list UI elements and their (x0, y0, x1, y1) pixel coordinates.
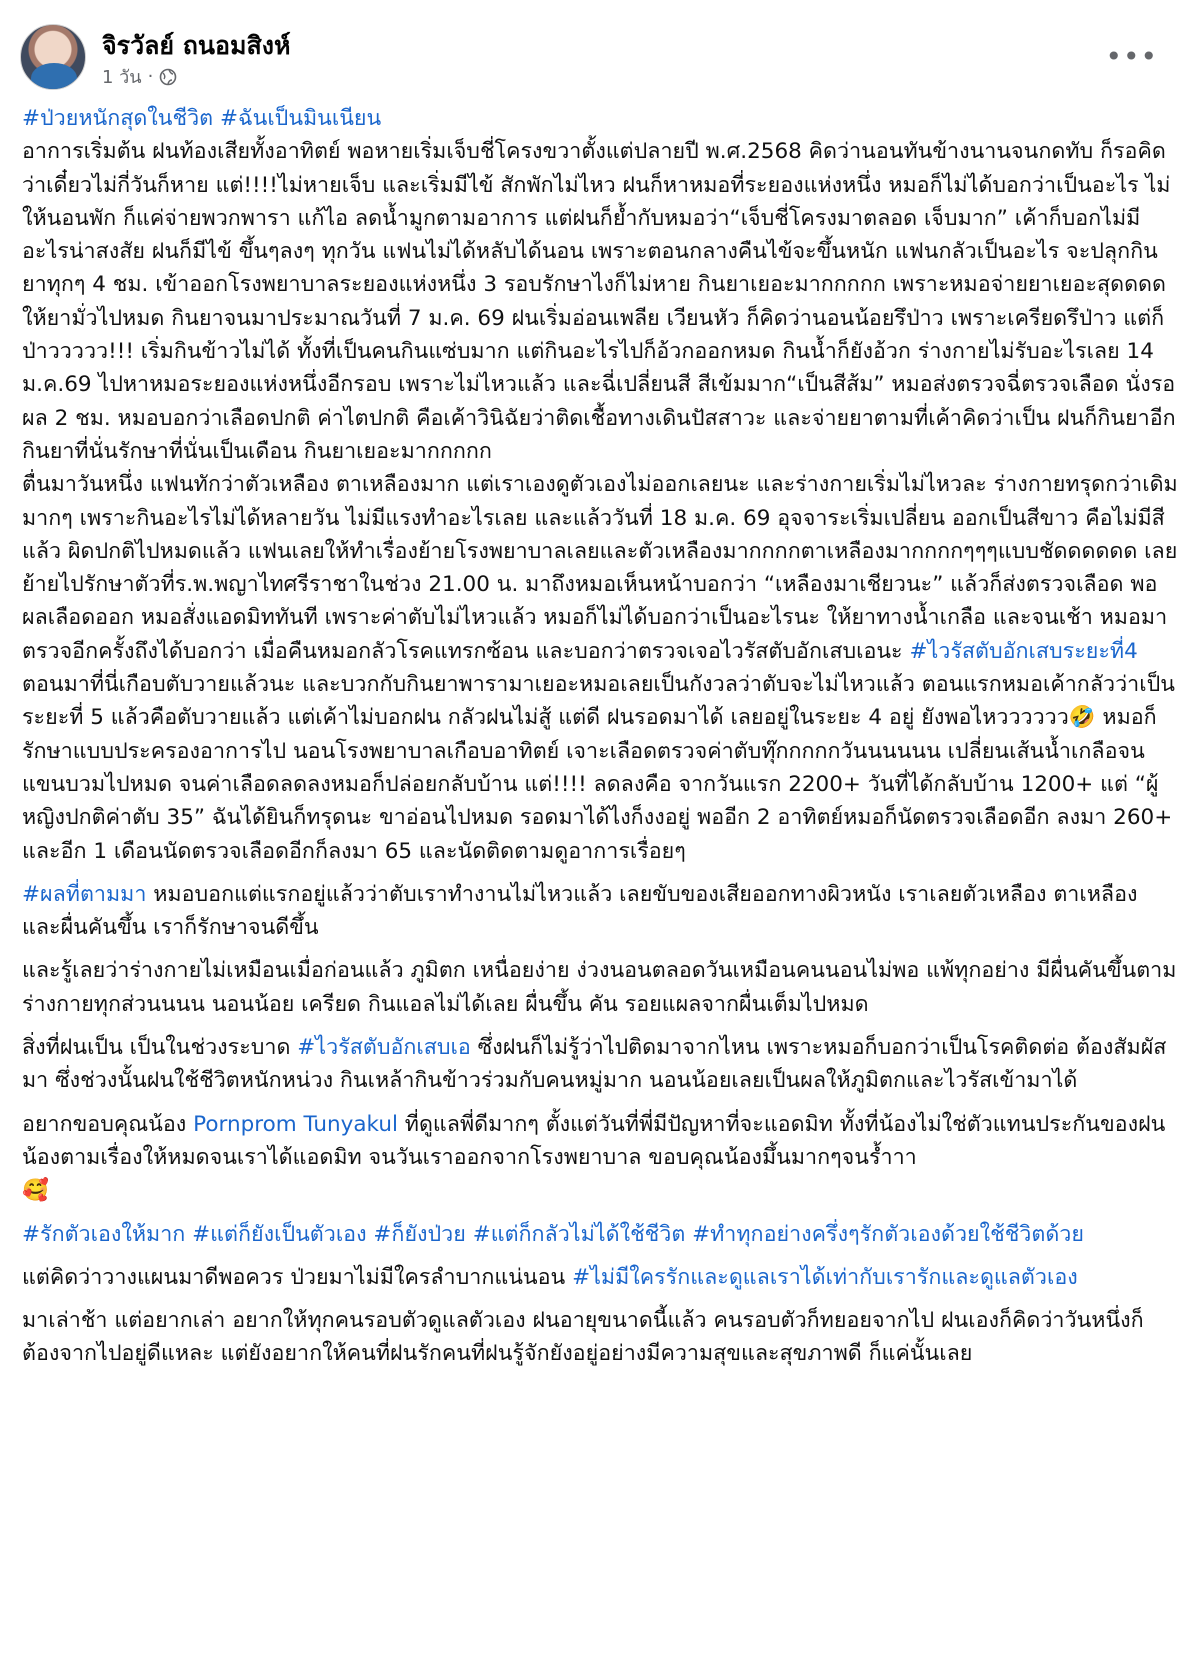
author-name[interactable]: จิรวัลย์ ถนอมสิงห์ (102, 31, 291, 60)
paragraph-7 (22, 1261, 1178, 1294)
hashtag-link[interactable]: #ป่วยหนักสุดในชีวิต #ฉันเป็นมินเนียน (22, 106, 382, 131)
hashtag-link[interactable]: #รักตัวเองให้มาก #แต่ก็ยังเป็นตัวเอง #ก็ยังป่วย #แต่ก็กลัวไม่ได้ใช้ชีวิต #ทำทุกอย่างครึ่งๆรักตัวเองด้วยใช้ชีวิตด้วย (22, 1221, 1084, 1247)
hashtag-link[interactable]: #ไวรัสตับอักเสบระยะที่4 (909, 638, 1138, 664)
hashtag-link[interactable]: #ผลที่ตามมา (22, 881, 147, 907)
post-text: ที่ดูแลพี่ดีมากๆ ตั้งแต่วันที่พี่มีปัญหาที่จะแอดมิท ทั้งที่น้องไม่ใช่ตัวแทนประกันของฝน น้องตามเรื่องให้หมดจนเราได้แอดมิท จนวันเราออกจากโรงพยาบาล ขอบคุณน้องมึ้นมากๆจนร้ำาา (22, 1111, 1166, 1170)
avatar[interactable] (20, 24, 86, 90)
paragraph-8 (22, 1304, 1178, 1371)
post-body (22, 102, 1178, 1371)
post-text: แต่คิดว่าวางแผนมาดีพอควร ป่วยมาไม่มีใครลำบากแน่นอน (22, 1264, 573, 1290)
post-text: อยากขอบคุณน้อง (22, 1111, 194, 1137)
post-text: มาเล่าช้า แต่อยากเล่า อยากให้ทุกคนรอบตัวดูแลตัวเอง ฝนอายุขนาดนี้แล้ว คนรอบตัวก็ทยอยจากไป ฝนเองก็คิดว่าวันหนึ่งก็ต้องจากไปอยู่ดีแหละ แต่ยังอยากให้คนที่ฝนรักคนที่ฝนรู้จักยังอยู่อย่างมีความสุขและสุขภาพดี ก็แค่นั้นเลย (22, 1308, 1144, 1367)
paragraph-4 (22, 1031, 1178, 1098)
post-text: สิ่งที่ฝนเป็น เป็นในช่วงระบาด (22, 1035, 298, 1061)
timestamp[interactable]: 1 วัน (102, 67, 142, 88)
post-text: อาการเริ่มต้น ฝนท้องเสียทั้งอาทิตย์ พอหายเริ่มเจ็บชี่โครงขวาตั้งแต่ปลายปี พ.ศ.2568 คิดว่านอนทันข้างนานจนกดทับ ก็รอคิดว่าเดี๋ยวไม่กี่วันก็หาย แต่!!!!ไม่หายเจ็บ และเริ่มมีไข้ สักพักไม่ไหว ฝนก็หาหมอที่ระยองแห่งหนึ่ง หมอก็ไม่ได้บอกว่าเป็นอะไร ไม่ให้นอนพัก ก็แค่จ่ายพวกพารา แก้ไอ ลดน้ำมูกตามอาการ แต่ฝนก็ย้ำกับหมอว่า“เจ็บชี่โครงมาตลอด เจ็บมาก” เค้าก็บอกไม่มีอะไรน่าสงสัย ฝนก็มีไข้ ขึ้นๆลงๆ ทุกวัน แฟนไม่ได้หลับได้นอน เพราะตอนกลางคืนไข้จะขึ้นหนัก แฟนกลัวเป็นอะไร จะปลุกกินยาทุกๆ 4 ชม. เข้าออกโรงพยาบาลระยองแห่งหนึ่ง 3 รอบรักษาไงก็ไม่หาย กินยาเยอะมากกกกก เพราะหมอจ่ายยาเยอะสุดดดด ให้ยามั่วไปหมด กินยาจนมาประมาณวันที่ 7 ม.ค. 69 ฝนเริ่มอ่อนเพลีย เวียนหัว ก็คิดว่านอนน้อยรึป่าว เพราะเครียดรึป่าว แต่ก็ป่าววววว!!! เริ่มกินข้าวไม่ได้ ทั้งที่เป็นคนกินแซ่บมาก แต่กินอะไรไปก็อ้วกออกหมด กินน้ำก็ยังอ้วก ร่างกายไม่รับอะไรเลย 14 ม.ค.69 ไปหาหมอระยองแห่งหนึ่งอีกรอบ เพราะไม่ไหวแล้ว และฉี่เปลี่ยนสี สีเข้มมาก“เป็นสีส้ม” หมอส่งตรวจฉี่ตรวจเลือด นั่งรอผล 2 ชม. หมอบอกว่าเลือดปกติ ค่าไตปกติ คือเค้าวินิฉัยว่าติดเชื้อทางเดินปัสสาวะ และจ่ายยาตามที่เค้าคิดว่าเป็น ฝนก็กินยาอีก กินยาที่นั่นรักษาที่นั่นเป็นเดือน กินยาเยอะมากกกกก (22, 139, 1176, 464)
paragraph-2 (22, 878, 1178, 945)
post-text: หมอบอกแต่แรกอยู่แล้วว่าตับเราทำงานไม่ไหวแล้ว เลยขับของเสียออกทางผิวหนัง เราเลยตัวเหลือง ตาเหลือง และผื่นคันขึ้น เราก็รักษาจนดีขึ้น (22, 881, 1138, 941)
post-text: 🥰 (22, 1178, 49, 1204)
post-meta (102, 62, 177, 91)
post-text: และรู้เลยว่าร่างกายไม่เหมือนเมื่อก่อนแล้ว ภูมิตก เหนื่อยง่าย ง่วงนอนตลอดวันเหมือนคนนอนไม่พอ แพ้ทุกอย่าง มีผื่นคันขึ้นตามร่างกายทุกส่วนนนน นอนน้อย เครียด กินแอลไม่ได้เลย ผื่นขึ้น คัน รอยแผลจากผื่นเต็มไปหมด (22, 958, 1177, 1017)
post-text: ซึ่งฝนก็ไม่รู้ว่าไปติดมาจากไหน เพราะหมอก็บอกว่าเป็นโรคติดต่อ ต้องสัมผัสมา ซึ่งช่วงนั้นฝนใช้ชีวิตหนักหน่วง กินเหล้ากินข้าวร่วมกับคนหมู่มาก นอนน้อยเลยเป็นผลให้ภูมิตกและไวรัสเข้ามาได้ (22, 1035, 1167, 1094)
meta-separator: · (147, 66, 154, 87)
post-header (20, 24, 1180, 94)
post-text: ตื่นมาวันหนึ่ง แฟนทักว่าตัวเหลือง ตาเหลืองมาก แต่เราเองดูตัวเองไม่ออกเลยนะ และร่างกายเริ่มไม่ไหวละ ร่างกายทรุดกว่าเดิมมากๆ เพราะกินอะไรไม่ได้หลายวัน ไม่มีแรงทำอะไรเลย และแล้ววันที่ 18 ม.ค. 69 อุจจาระเริ่มเปลี่ยน ออกเป็นสีขาว คือไม่มีสีแล้ว ผิดปกติไปหมดแล้ว แฟนเลยให้ทำเรื่องย้ายโรงพยาบาลเลยและตัวเหลืองมากกกกตาเหลืองมากกกกๆๆๆแบบชัดดดดดด เลยย้ายไปรักษาตัวที่ร.พ.พญาไทศรีราชาในช่วง 21.00 น. มาถึงหมอเห็นหน้าบอกว่า “เหลืองมาเชียวนะ” แล้วก็ส่งตรวจเลือด พอผลเลือดออก หมอสั่งแอดมิททันที เพราะค่าตับไม่ไหวแล้ว หมอก็ไม่ได้บอกว่าเป็นอะไรนะ ให้ยาทางน้ำเกลือ และจนเช้า หมอมาตรวจอีกครั้งถึงได้บอกว่า เมื่อคืนหมอกลัวโรคแทรกซ้อน และบอกว่าตรวจเจอไวรัสตับอักเสบเอนะ (22, 472, 1178, 664)
paragraph-3 (22, 954, 1178, 1021)
globe-icon[interactable] (159, 68, 177, 86)
more-options-icon[interactable]: ••• (1105, 40, 1158, 73)
paragraph-1 (22, 102, 1178, 868)
paragraph-5 (22, 1108, 1178, 1208)
mention-link[interactable]: Pornprom Tunyakul (193, 1111, 398, 1137)
paragraph-6 (22, 1218, 1178, 1251)
hashtag-link[interactable]: #ไวรัสตับอักเสบเอ (297, 1035, 471, 1061)
post-text: ตอนมาที่นี่เกือบตับวายแล้วนะ และบวกกับกินยาพารามาเยอะหมอเลยเป็นกังวลว่าตับจะไม่ไหวแล้ว ตอนแรกหมอเค้ากลัวว่าเป็นระยะที่ 5 แล้วคือตับวายแล้ว แต่เค้าไม่บอกฝน กลัวฝนไม่สู้ แต่ดี ฝนรอดมาได้ เลยอยู่ในระยะ 4 อยู่ ยังพอไหวววววว🤣 หมอก็รักษาแบบประครองอาการไป นอนโรงพยาบาลเกือบอาทิตย์ เจาะเลือดตรวจค่าตับทุ๊กกกกกวันนนนนน เปลี่ยนเส้นน้ำเกลือจนแขนบวมไปหมด จนค่าเลือดลดลงหมอก็ปล่อยกลับบ้าน แต่!!!! ลดลงคือ จากวันแรก 2200+ วันที่ได้กลับบ้าน 1200+ แต่ “ผู้หญิงปกติค่าตับ 35” ฉันได้ยินก็ทรุดนะ ขาอ่อนไปหมด รอดมาได้ไงก็งงอยู่ พออีก 2 อาทิตย์หมอก็นัดตรวจเลือดอีก ลงมา 260+ และอีก 1 เดือนนัดตรวจเลือดอีกก็ลงมา 65 และนัดติดตามดูอาการเรื่อยๆ (22, 672, 1175, 864)
hashtag-link[interactable]: #ไม่มีใครรักและดูแลเราได้เท่ากับเรารักและดูแลตัวเอง (572, 1264, 1078, 1290)
